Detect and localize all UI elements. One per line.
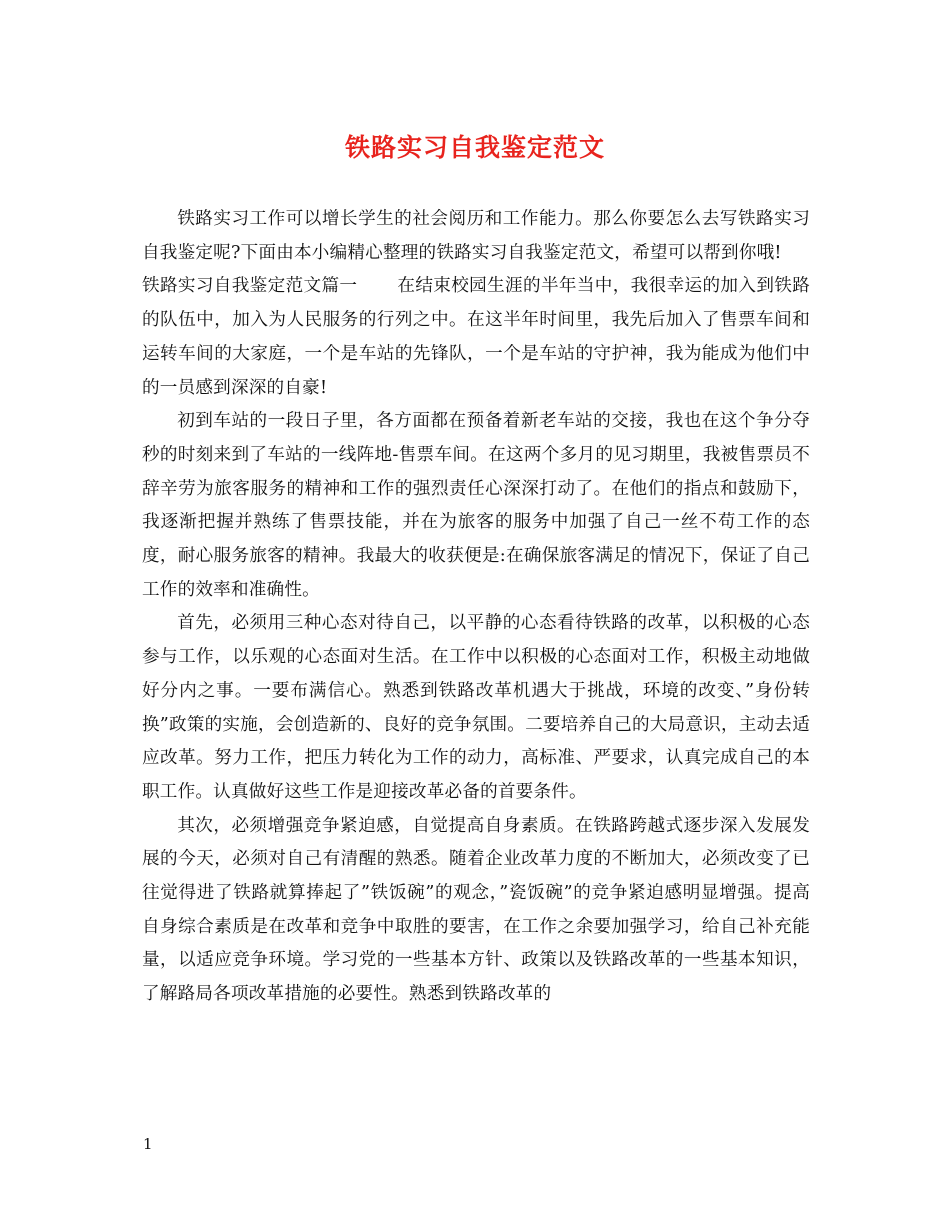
section-first-text: 在结束校园生涯的半年当中，我很幸运的加入到铁路的队伍中，加入为人民服务的行列之中。在这半年时间里，我先后加入了售票车间和运转车间的大家庭，一个是车站的先锋队，一个是车站的守护神，我为能成为他们中的一员感到深深的自豪! — [142, 276, 811, 398]
section-heading: 铁路实习自我鉴定范文篇一 — [142, 276, 358, 297]
page-number: 1 — [143, 1135, 153, 1153]
section-paragraph — [142, 270, 810, 405]
intro-paragraph: 铁路实习工作可以增长学生的社会阅历和工作能力。那么你要怎么去写铁路实习自我鉴定呢?下面由本小编精心整理的铁路实习自我鉴定范文，希望可以帮到你哦! — [142, 209, 810, 263]
body-paragraph-3: 其次，必须增强竞争紧迫感，自觉提高自身素质。在铁路跨越式逐步深入发展发展的今天，必须对自己有清醒的熟悉。随着企业改革力度的不断加大，必须改变了已往觉得进了铁路就算捧起了”铁饭碗”的观念，”瓷饭碗”的竞争紧迫感明显增强。提高自身综合素质是在改革和竞争中取胜的要害，在工作之余要加强学习，给自己补充能量，以适应竞争环境。学习党的一些基本方针、政策以及铁路改革的一些基本知识，了解路局各项改革措施的必要性。熟悉到铁路改革的 — [142, 815, 810, 1005]
body-paragraph-2: 首先，必须用三种心态对待自己，以平静的心态看待铁路的改革，以积极的心态参与工作，以乐观的心态面对生活。在工作中以积极的心态面对工作，积极主动地做好分内之事。一要布满信心。熟悉到铁路改革机遇大于挑战，环境的改变、”身份转换”政策的实施，会创造新的、良好的竞争氛围。二要培养自己的大局意识，主动去适应改革。努力工作，把压力转化为工作的动力，高标准、严要求，认真完成自己的本职工作。认真做好这些工作是迎接改革必备的首要条件。 — [142, 613, 810, 802]
document-body — [142, 203, 810, 1012]
body-paragraph-1: 初到车站的一段日子里，各方面都在预备着新老车站的交接，我也在这个争分夺秒的时刻来到了车站的一线阵地-售票车间。在这两个多月的见习期里，我被售票员不辞辛劳为旅客服务的精神和工作的强烈责任心深深打动了。在他们的指点和鼓励下，我逐渐把握并熟练了售票技能，并在为旅客的服务中加强了自己一丝不苟工作的态度，耐心服务旅客的精神。我最大的收获便是:在确保旅客满足的情况下，保证了自己工作的效率和准确性。 — [142, 411, 810, 600]
document-title: 铁路实习自我鉴定范文 — [344, 133, 605, 162]
